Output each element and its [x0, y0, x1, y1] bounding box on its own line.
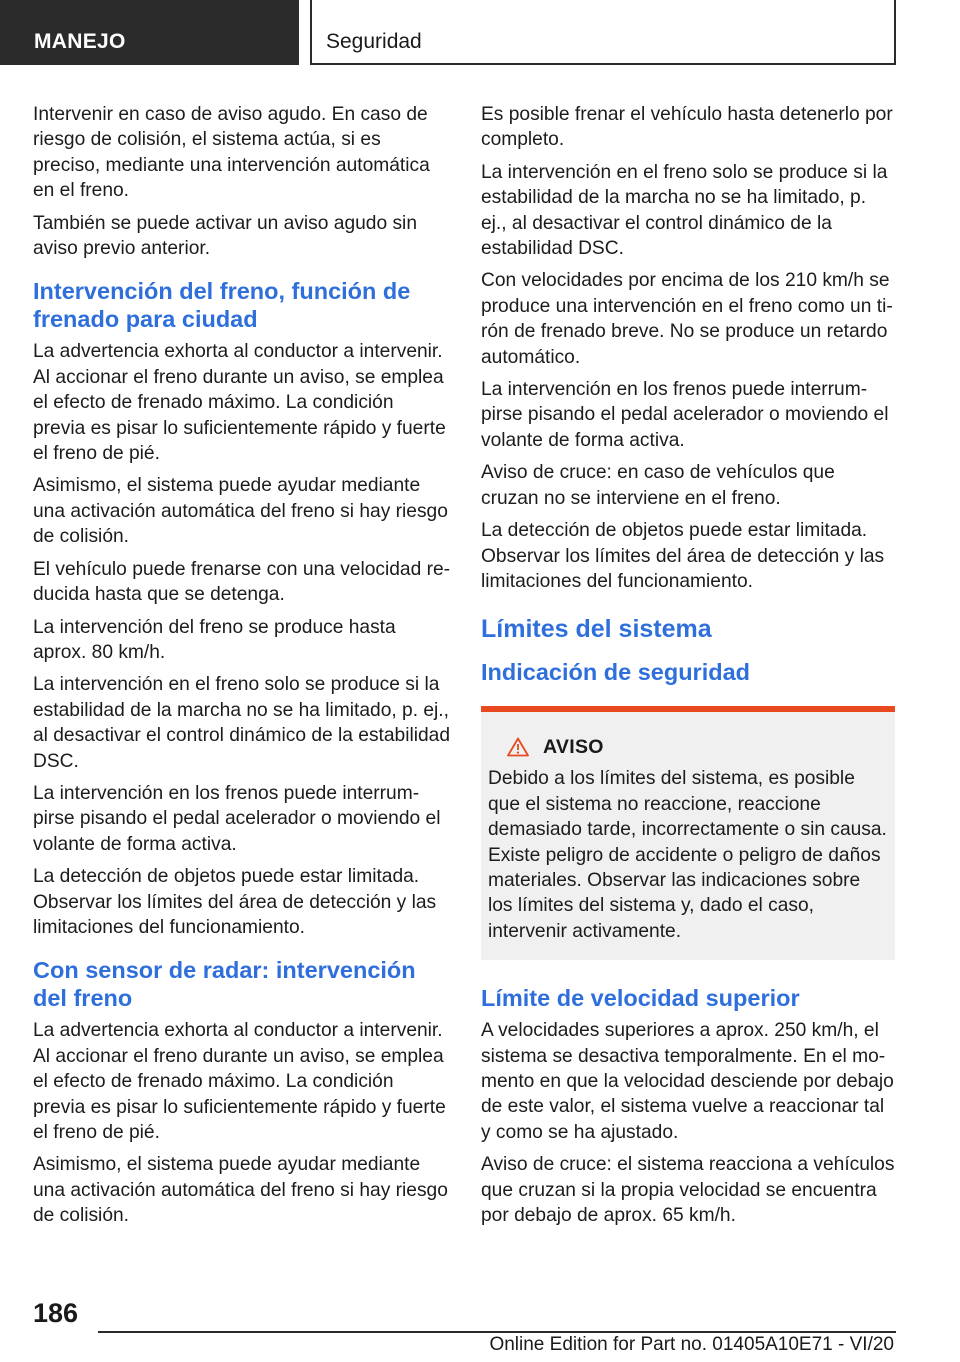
- paragraph: El vehículo puede frenarse con una velocidad reducida hasta que se detenga.: [33, 558, 451, 606]
- paragraph: La intervención en el freno solo se produce si la estabilidad de la marcha no se ha limitado, p. ej., al desactivar el control dinámico de la estabilidad DSC.: [481, 161, 888, 260]
- paragraph: La detección de objetos puede estar limitada. Observar los límites del área de detección y las limitaciones del funcionamiento.: [33, 866, 437, 938]
- paragraph: Con velocidades por encima de los 210 km/h se produce una intervención en el freno como un tirón de frenado breve. No se produce un retardo automático.: [481, 270, 893, 368]
- section-heading-speed-limit: Límite de velocidad superior: [481, 985, 800, 1012]
- paragraph: La intervención en el freno solo se produce si la estabilidad de la marcha no se ha limitado, p. ej., al desactivar el control dinámico de la estabilidad DSC.: [33, 674, 451, 772]
- page-number: 186: [33, 1298, 79, 1328]
- paragraph: La intervención en los frenos puede interrumpirse pisando el pedal acelerador o moviendo el volante de forma activa.: [481, 379, 889, 451]
- section-heading-system-limits: Límites del sistema: [481, 615, 712, 644]
- right-column: [481, 102, 895, 1235]
- paragraph: La advertencia exhorta al conductor a intervenir. Al accionar el freno durante un aviso, se emplea el efecto de frenado máximo. La condición previa es pisar lo suficientemente rápido y fuerte el freno de pié.: [33, 341, 446, 465]
- warning-triangle-icon: [507, 737, 529, 757]
- header-chapter-label: Seguridad: [326, 30, 422, 53]
- paragraph: Intervenir en caso de aviso agudo. En caso de riesgo de colisión, el sistema actúa, si es preciso, mediante una intervención automática en el freno.: [33, 104, 430, 202]
- header-section-label: MANEJO: [34, 30, 126, 53]
- paragraph: Es posible frenar el vehículo hasta detenerlo por completo.: [481, 104, 893, 151]
- paragraph: Asimismo, el sistema puede ayudar mediante una activación automática del freno si hay riesgo de colisión.: [33, 1154, 448, 1227]
- warning-text: Debido a los límites del sistema, es posible que el sistema no reaccione, reaccione demasiado tarde, incorrectamente o sin causa. Existe peligro de accidente o peligro de daños materiales. Observar las indicaciones sobre los límites del sistema y, dado el caso, intervenir activamente.: [488, 768, 887, 942]
- paragraph: También se puede activar un aviso agudo sin aviso previo anterior.: [33, 212, 417, 260]
- section-heading-city-braking: Intervención del freno, función de frenado para ciudad: [33, 278, 411, 333]
- warning-box: [481, 706, 895, 960]
- warning-title-row: [507, 734, 887, 760]
- section-heading-radar: Con sensor de radar: intervención del freno: [33, 957, 416, 1012]
- paragraph: La advertencia exhorta al conductor a intervenir. Al accionar el freno durante un aviso, se emplea el efecto de frenado máximo. La condición previa es pisar lo suficientemente rápido y fuerte el freno de pié.: [33, 1020, 446, 1143]
- warning-title: AVISO: [543, 735, 604, 758]
- left-column: [33, 102, 451, 1236]
- paragraph: Asimismo, el sistema puede ayudar mediante una activación automática del freno si hay riesgo de colisión.: [33, 475, 448, 548]
- section-heading-safety-note: Indicación de seguridad: [481, 659, 750, 686]
- paragraph: A velocidades superiores a aprox. 250 km/h, el sistema se desactiva temporalmente. En el momento en que la velocidad desciende por debajo de este valor, el sistema vuelve a reaccionar tal y como se ha ajustado.: [481, 1020, 894, 1143]
- footer-edition: Online Edition for Part no. 01405A10E71 - VI/20: [489, 1334, 894, 1355]
- paragraph: La detección de objetos puede estar limitada. Observar los límites del área de detección y las limitaciones del funcionamiento.: [481, 520, 885, 592]
- header-section-tab: [0, 0, 299, 65]
- paragraph: La intervención en los frenos puede interrumpirse pisando el pedal acelerador o moviendo el volante de forma activa.: [33, 782, 441, 855]
- paragraph: La intervención del freno se produce hasta aprox. 80 km/h.: [33, 616, 396, 663]
- paragraph: Aviso de cruce: en caso de vehículos que cruzan no se interviene en el freno.: [481, 462, 835, 509]
- paragraph: Aviso de cruce: el sistema reacciona a vehículos que cruzan si la propia velocidad se encuentra por debajo de aprox. 65 km/h.: [481, 1154, 895, 1226]
- header-chapter-box: [310, 0, 896, 65]
